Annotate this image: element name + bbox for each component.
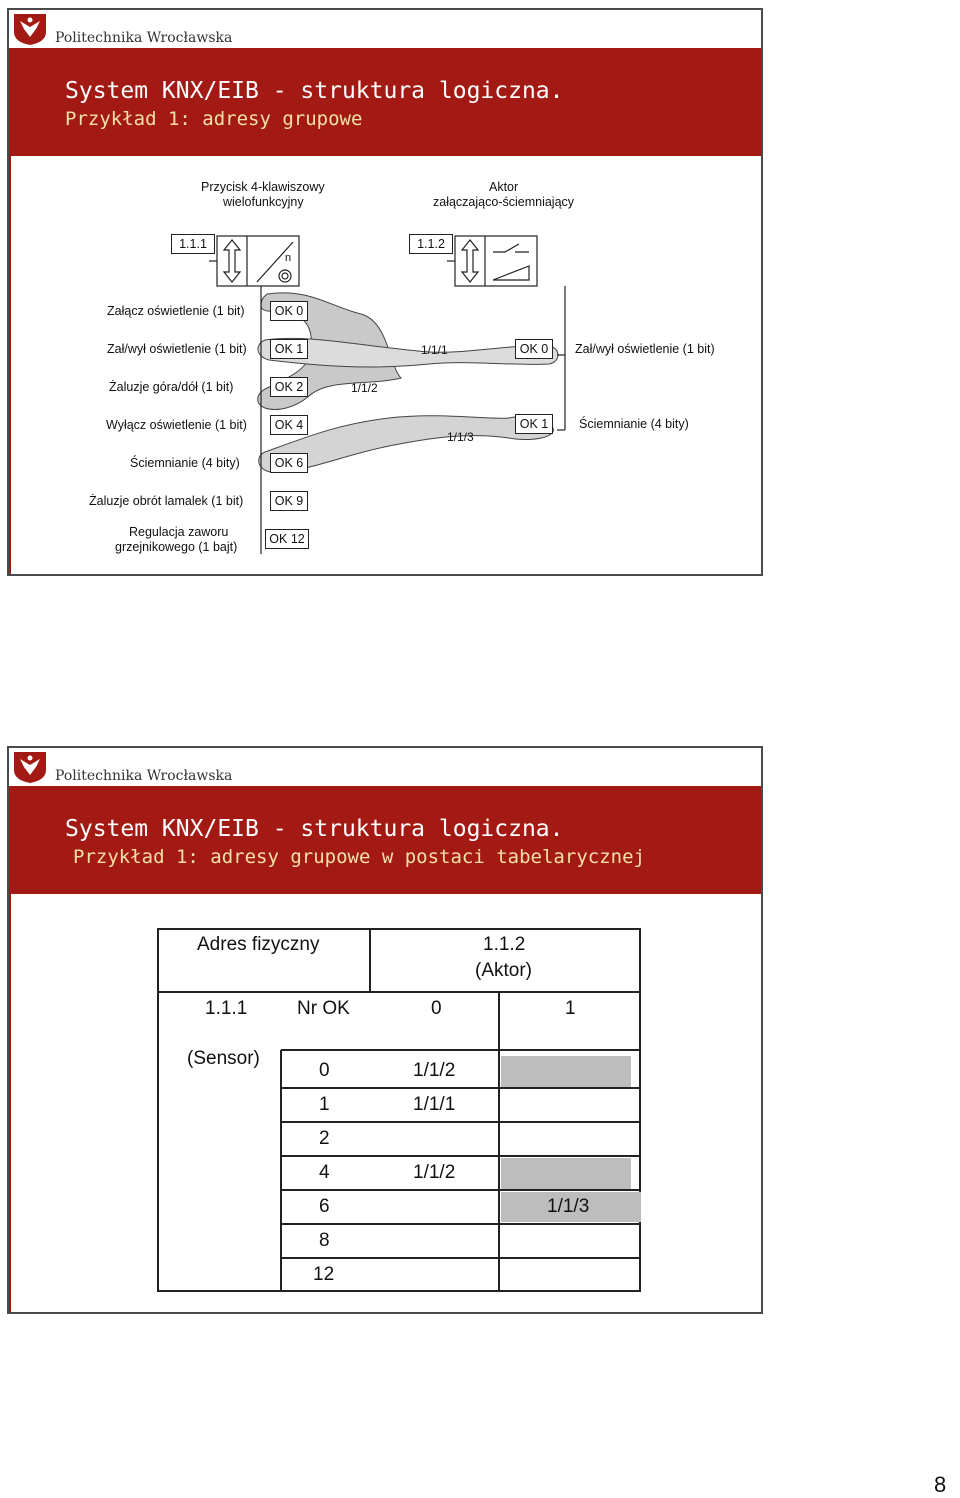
row-ok: 12: [313, 1264, 335, 1285]
row-c0: 1/1/1: [413, 1094, 456, 1115]
slide-2: [7, 746, 763, 1314]
actor-object-label: Zał/wył oświetlenie (1 bit): [575, 342, 715, 356]
group-address-label: 1/1/2: [351, 381, 378, 395]
page-number: 8: [934, 1472, 947, 1497]
row-ok: 1: [319, 1094, 330, 1115]
sensor-object-label: Żaluzje góra/dół (1 bit): [109, 380, 234, 394]
slide-subtitle: Przykład 1: adresy grupowe: [65, 108, 363, 130]
table-grid: [159, 930, 639, 1290]
sensor-address: 1.1.1: [171, 234, 215, 254]
sensor-object-label: grzejnikowego (1 bajt): [115, 540, 238, 554]
row-c0: 1/1/2: [413, 1162, 456, 1183]
university-name: Politechnika Wrocławska: [55, 30, 233, 46]
sensor-ok: OK 4: [270, 415, 308, 435]
sensor-ok: OK 6: [270, 453, 308, 473]
sensor-label: (Sensor): [187, 1048, 260, 1069]
group-address-label: 1/1/3: [447, 430, 474, 444]
phys-addr-label: Adres fizyczny: [197, 934, 320, 955]
eagle-shield-icon: [12, 750, 48, 784]
slide-header: [9, 10, 761, 48]
title-band: [9, 786, 761, 894]
sensor-object-label: Ściemnianie (4 bity): [130, 456, 240, 470]
actor-ok: OK 1: [515, 414, 553, 434]
actor-label: (Aktor): [475, 960, 532, 981]
sensor-ok: OK 2: [270, 377, 308, 397]
sensor-heading-1: Przycisk 4-klawiszowy: [201, 180, 325, 194]
row-c1: 1/1/3: [547, 1196, 590, 1217]
actor-ok: OK 0: [515, 339, 553, 359]
sensor-object-label: Wyłącz oświetlenie (1 bit): [106, 418, 247, 432]
row-c0: 1/1/2: [413, 1060, 456, 1081]
col-1-header: 1: [565, 998, 576, 1019]
row-ok: 2: [319, 1128, 330, 1149]
actor-addr: 1.1.2: [483, 934, 526, 955]
sensor-addr: 1.1.1: [205, 998, 248, 1019]
actor-heading-2: załączająco-ściemniający: [433, 195, 575, 209]
sensor-symbol-label: n: [285, 252, 292, 264]
diagram: [9, 156, 761, 574]
nr-ok-label: Nr OK: [297, 998, 350, 1019]
eagle-shield-icon: [12, 12, 48, 46]
slide-title: System KNX/EIB - struktura logiczna.: [65, 78, 564, 104]
sensor-object-label: Załącz oświetlenie (1 bit): [107, 304, 245, 318]
slide-subtitle: Przykład 1: adresy grupowe w postaci tabelarycznej: [73, 846, 645, 868]
actor-address: 1.1.2: [409, 234, 453, 254]
actor-object-label: Ściemnianie (4 bity): [579, 417, 689, 431]
col-0-header: 0: [431, 998, 442, 1019]
sensor-object-label: Regulacja zaworu: [129, 525, 229, 539]
group-address-table: [157, 928, 641, 1292]
sensor-ok: OK 1: [270, 339, 308, 359]
group-address-label: 1/1/1: [421, 343, 448, 357]
row-ok: 6: [319, 1196, 330, 1217]
row-ok: 4: [319, 1162, 330, 1183]
slide-1: [7, 8, 763, 576]
sensor-ok: OK 12: [265, 529, 309, 549]
sensor-ok: OK 9: [270, 491, 308, 511]
actor-heading-1: Aktor: [489, 180, 519, 194]
side-accent: [9, 894, 11, 1312]
slide-title: System KNX/EIB - struktura logiczna.: [65, 816, 564, 842]
row-ok: 0: [319, 1060, 330, 1081]
sensor-object-label: Zał/wył oświetlenie (1 bit): [107, 342, 247, 356]
sensor-object-label: Żaluzje obrót lamalek (1 bit): [89, 494, 244, 508]
sensor-ok: OK 0: [270, 301, 308, 321]
group-address-diagram: [9, 156, 761, 574]
title-band: [9, 48, 761, 156]
sensor-heading-2: wielofunkcyjny: [223, 195, 304, 209]
row-ok: 8: [319, 1230, 330, 1251]
university-name: Politechnika Wrocławska: [55, 768, 233, 784]
slide-header: [9, 748, 761, 786]
